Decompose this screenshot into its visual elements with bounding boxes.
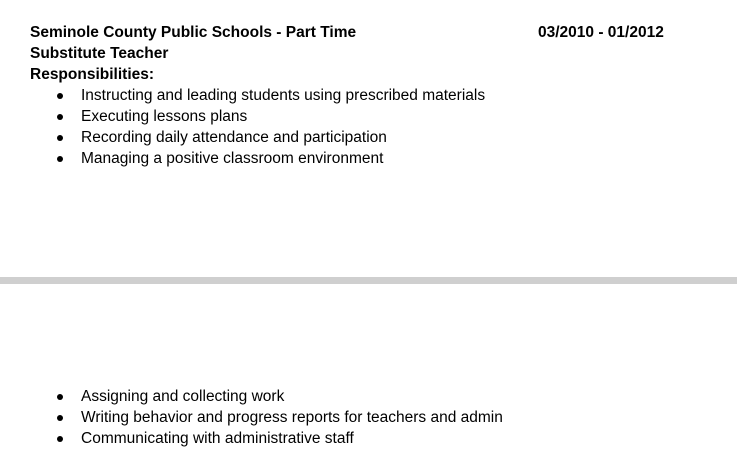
company-row	[30, 22, 680, 43]
bullet-icon	[57, 415, 63, 421]
responsibilities-list-page-1	[54, 85, 485, 169]
bullet-icon	[57, 135, 63, 141]
list-item-text: Recording daily attendance and participation	[81, 129, 387, 146]
list-item-text: Communicating with administrative staff	[81, 430, 354, 447]
responsibilities-heading: Responsibilities:	[30, 66, 155, 83]
bullet-icon	[57, 114, 63, 120]
bullet-icon	[57, 436, 63, 442]
list-item	[54, 127, 485, 148]
list-item-text: Executing lessons plans	[81, 108, 248, 125]
document-page-2	[0, 284, 737, 460]
list-item	[54, 407, 503, 428]
employment-dates: 03/2010 - 01/2012	[538, 24, 664, 41]
bullet-icon	[57, 394, 63, 400]
list-item	[54, 148, 485, 169]
job-title: Substitute Teacher	[30, 45, 169, 62]
responsibilities-list-page-2	[54, 386, 503, 449]
list-item	[54, 428, 503, 449]
list-item-text: Assigning and collecting work	[81, 388, 285, 405]
list-item	[54, 85, 485, 106]
company-name: Seminole County Public Schools - Part Time	[30, 24, 357, 41]
page-separator	[0, 277, 737, 284]
job-entry-header	[30, 22, 680, 85]
list-item-text: Writing behavior and progress reports for teachers and admin	[81, 409, 503, 426]
list-item	[54, 386, 503, 407]
bullet-icon	[57, 156, 63, 162]
bullet-icon	[57, 93, 63, 99]
list-item	[54, 106, 485, 127]
list-item-text: Instructing and leading students using prescribed materials	[81, 87, 486, 104]
list-item-text: Managing a positive classroom environment	[81, 150, 384, 167]
